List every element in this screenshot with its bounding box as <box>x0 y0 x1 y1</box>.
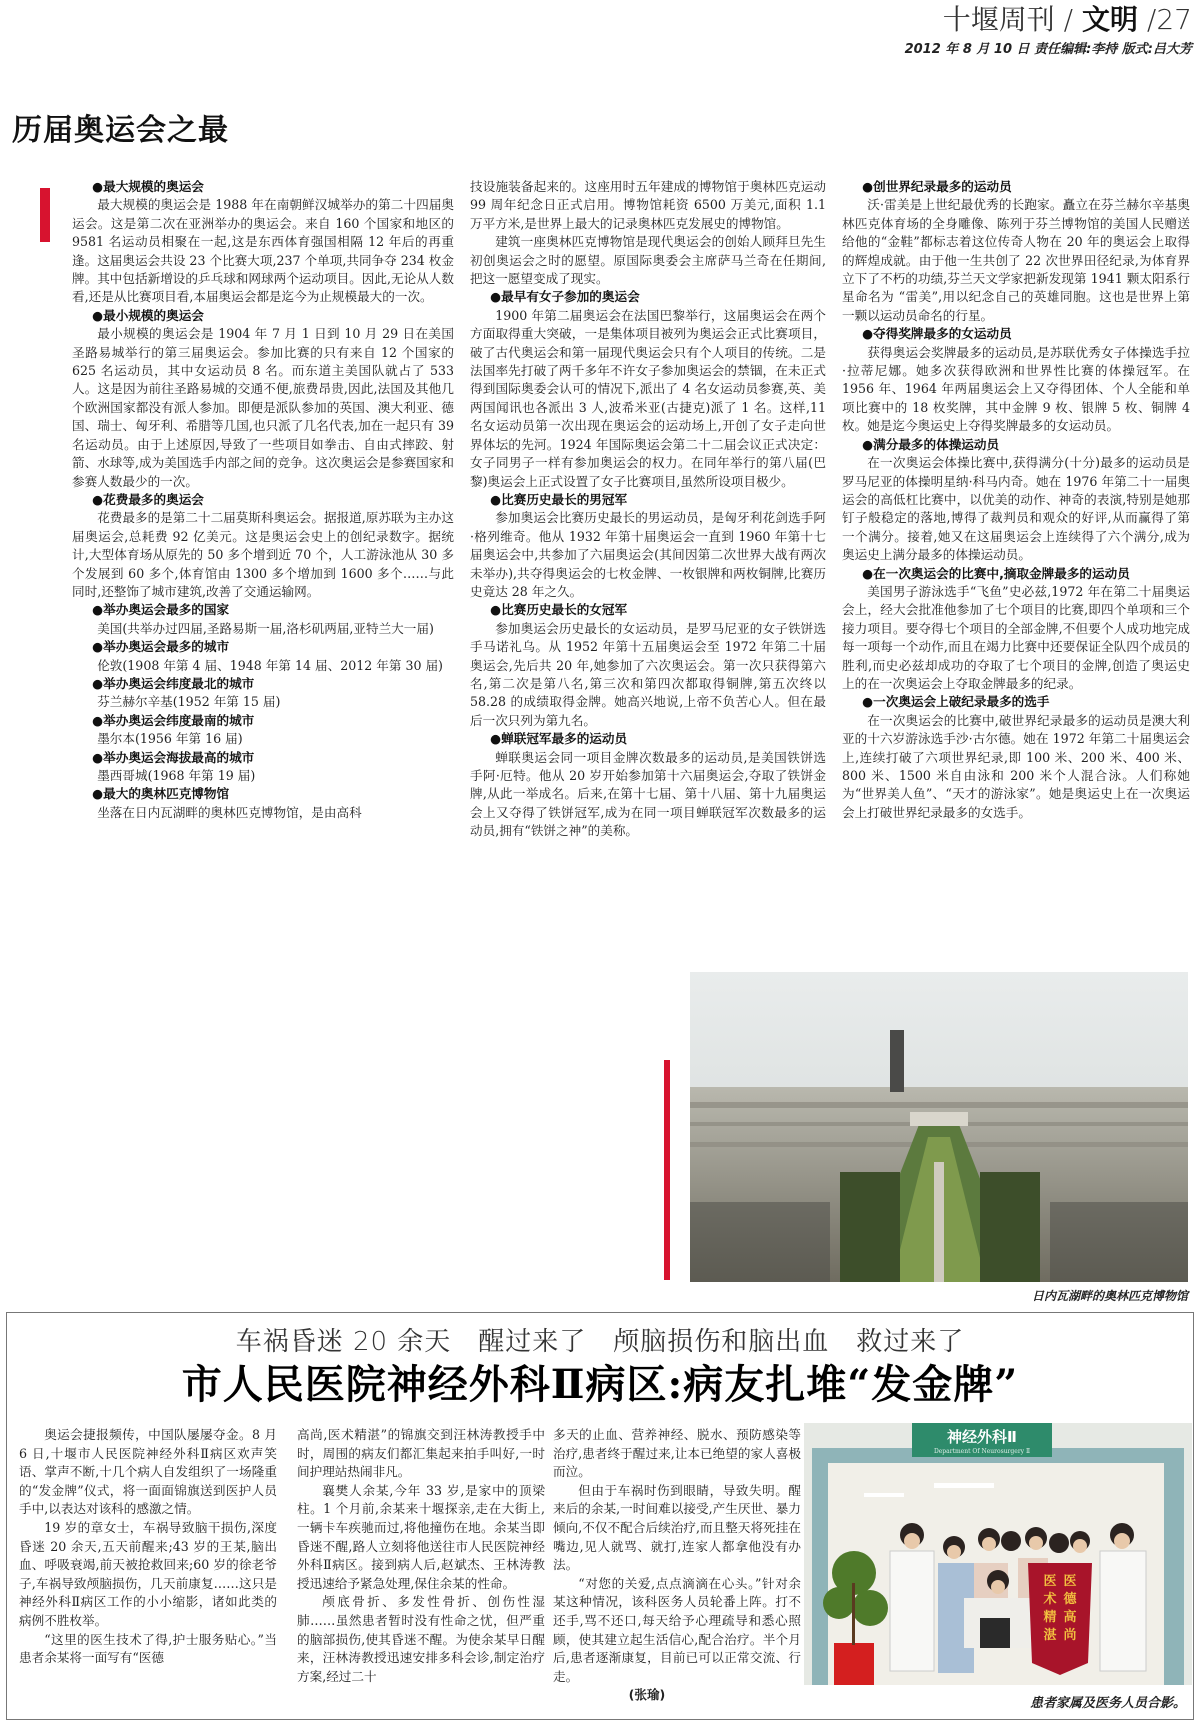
paragraph: 墨西哥城(1968 年第 19 届) <box>97 768 256 783</box>
hospital-column-3 <box>553 1426 801 1705</box>
article-subhead: 车祸昏迷 20 余天 醒过来了 颅脑损伤和脑出血 救过来了 <box>235 1327 965 1357</box>
paragraph: 美国(共举办过四届,圣路易斯一届,洛杉矶两届,亚特兰大一届) <box>97 620 434 636</box>
paragraph: 获得奥运会奖牌最多的运动员,是苏联优秀女子体操选手拉·拉蒂尼娜。她多次获得欧洲和世界性比赛的体操冠军。在 1956 年、1964 年两届奥运会上又夺得团体、个人全能和单项比赛中的 18 枚奖牌，其中金牌 9 枚、银牌 5 枚、铜牌 4 枚。她是迄今奥运史上夺得奖牌最多的女运动员。 <box>842 344 1190 434</box>
paragraph: 蝉联奥运会同一项目金牌次数最多的运动员,是美国铁饼选手阿·厄特。他从 20 岁开始参加第十六届奥运会,夺取了铁饼金牌,从此一举成名。后来,在第十七届、第十八届、第十九届奥运会上又夺得了铁饼冠军,成为在同一项目蝉联冠军次数最多的运动员,拥有“铁饼之神”的美称。 <box>470 749 826 839</box>
paragraph: “对您的关爱,点点滴滴在心头。”针对余某这种情况，该科医务人员轮番上阵。打不还手,骂不还口,每天给予心理疏导和悉心照顾，使其建立起生活信心,配合治疗。半个月后,患者逐渐康复，目前已可以正常交流、行走。 <box>553 1575 801 1684</box>
paragraph: 颅底骨折、多发性骨折、创伤性湿肺……虽然患者暂时没有性命之忧，但严重的脑部损伤,使其昏迷不醒。为使余某早日醒来，汪林涛教授迅速安排多科会诊,制定治疗方案,经过二十 <box>297 1594 545 1684</box>
separator: / <box>1054 3 1083 36</box>
article-column-1 <box>72 178 454 822</box>
banner-text: 医德高尚医术精湛 <box>1043 1574 1077 1643</box>
hospital-column-1 <box>19 1426 277 1668</box>
masthead <box>905 4 1192 57</box>
paragraph: 伦敦(1908 年第 4 届、1948 年第 14 届、2012 年第 30 届) <box>97 657 443 673</box>
paragraph: 1900 年第二届奥运会在法国巴黎举行，这届奥运会在两个方面取得重大突破，一是集体项目被列为奥运会正式比赛项目，破了古代奥运会和第一届现代奥运会只有个人项目的传统。二是法国率先打破了两千多年不许女子参加奥运会的禁锢，在未正式得到国际奥委会认可的情况下,派出了 4 名女运动员参赛,英、美两国闻讯也各派出 3 人,波希米亚(古捷克)派了 1 名。这样,11 名女运动员第一次出现在奥运会的运动场上,开创了女子走向世界体坛的先河。1924 年国际奥运会第二十二届会议正式决定：女子同男子一样有参加奥运会的权力。在同年举行的第八届(巴黎)奥运会上正式设置了女子比赛项目,虽然所设项目极少。 <box>470 307 826 489</box>
subheading: ●满分最多的体操运动员 <box>862 436 1000 452</box>
subheading: ●最大规模的奥运会 <box>92 179 204 194</box>
paragraph: 沃·雷美是上世纪最优秀的长跑家。矗立在芬兰赫尔辛基奥林匹克体育场的全身雕像、陈列于芬兰博物馆的美国人民赠送给他的“金鞋”都标志着这位传奇人物在 20 年的奥运会上取得的辉煌成就。由于他一生共创了 22 次世界田径纪录,为体育界立下了不朽的功绩,芬兰天文学家把新发现第 1941 颗太阳系行星命名为 “雷美”,用以纪念自己的英雄同胞。这也是世界上第一颗以运动员命名的行星。 <box>842 197 1190 323</box>
paragraph: 建筑一座奥林匹克博物馆是现代奥运会的创始人顾拜旦先生初创奥运会之时的愿望。原国际奥委会主席萨马兰奇在任期间,把这一愿望变成了现实。 <box>470 234 826 287</box>
accent-bar <box>40 188 50 242</box>
paragraph: 参加奥运会历史最长的女运动员，是罗马尼亚的女子铁饼选手马诺礼乌。从 1952 年第十五届奥运会至 1972 年第二十届奥运会,先后共 20 年,她参加了六次奥运会。第一次只获得第六名,第二次是第八名,第三次和第四次都取得铜牌,第五次终以 58.28 的成绩取得金牌。她高兴地说,上帝不负苦心人。但在最后一次只列为第九名。 <box>470 620 826 728</box>
city-aerial-image <box>690 972 1188 1282</box>
paragraph: 美国男子游泳选手“飞鱼”史必兹,1972 年在第二十届奥运会上，经大会批准他参加了七个项目的比赛,即四个单项和三个接力项目。要夺得七个项目的全部金牌,不但要个人成功地完成每一项每一个动作,而且在竭力比赛中还要保证全队四个成员的胜利,而史必兹却成功的夺取了七个项目的金牌,创造了奥运史上的在一次奥运会上夺取金牌最多的纪录。 <box>842 583 1190 691</box>
page-number: /27 <box>1138 3 1192 36</box>
hospital-column-2 <box>297 1426 545 1686</box>
subheading: ●举办奥运会最多的城市 <box>92 639 230 655</box>
article-headline: 市人民医院神经外科Ⅱ病区:病友扎堆“发金牌” <box>181 1361 1019 1408</box>
hospital-group-photo <box>804 1423 1192 1685</box>
paragraph: 芬兰赫尔辛基(1952 年第 15 届) <box>97 694 281 710</box>
paragraph: 参加奥运会比赛历史最长的男运动员，是匈牙利花剑选手阿·格列维奇。他从 1932 年第十届奥运会一直到 1960 年第十七届奥运会中,共参加了六届奥运会(其间因第二次世界大战有两次未举办),共夺得奥运会的七枚金牌、一枚银牌和两枚铜牌,比赛历史竟达 28 年之久。 <box>470 510 826 599</box>
paragraph-continued: 多天的止血、营养神经、脱水、预防感染等治疗,患者终于醒过来,让本已绝望的家人喜极而泣。 <box>553 1427 801 1480</box>
paragraph: 坐落在日内瓦湖畔的奥林匹克博物馆，是由高科 <box>97 804 362 820</box>
masthead-title <box>905 4 1192 36</box>
subheading: ●举办奥运会纬度最南的城市 <box>92 712 255 728</box>
paper-name: 十堰周刊 <box>942 3 1055 36</box>
group-photo-image <box>804 1423 1192 1685</box>
subheading: ●举办奥运会最多的国家 <box>92 602 230 618</box>
paragraph: 最小规模的奥运会是 1904 年 7 月 1 日到 10 月 29 日在美国圣路易城举行的第三届奥运会。参加比赛的只有来自 12 个国家的 625 名运动员，其中女运动员 8 名。而东道主美国队就占了 533 人。这是因为前往圣路易城的交通不便,旅费昂贵,因此,法国及其他几个欧洲国家都没有派人参加。即便是派队参加的英国、澳大利亚、德国、瑞士、匈牙利、希腊等几国,也只派了几名代表,加在一起只有 39 名运动员。由于上述原因,导致了一些项目如拳击、自由式摔跤、射箭、水球等,成为美国选手内部之间的竞争。这次奥运会是参赛国家和参赛人数最少的一次。 <box>72 326 454 489</box>
subheading: ●花费最多的奥运会 <box>92 491 204 507</box>
article-title: 历届奥运会之最 <box>12 113 229 148</box>
subheading: ●比赛历史最长的男冠军 <box>490 491 628 507</box>
paragraph: 奥运会捷报频传，中国队屡屡夺金。8 月 6 日,十堰市人民医院神经外科Ⅱ病区欢声笑语、掌声不断,十几个病人自发组织了一场隆重的“发金牌”仪式，将一面面锦旗送到医护人员手中,以表达对该科的感激之情。 <box>19 1427 277 1517</box>
museum-photo <box>690 972 1188 1282</box>
paragraph: 但由于车祸时伤到眼睛，导致失明。醒来后的余某,一时间难以接受,产生厌世、暴力倾向,不仅不配合后续治疗,而且整天将死挂在嘴边,见人就骂、就打,连家人都拿他没有办法。 <box>553 1482 801 1573</box>
paragraph: 19 岁的章女士，车祸导致脑干损伤,深度昏迷 20 余天,五天前醒来;43 岁的王某,脑出血、呼吸衰竭,前天被抢救回来;60 岁的徐老爷子,车祸导致颅脑损伤，几天前康复……这只是神经外科Ⅱ病区工作的小小缩影，诸如此类的病例不胜枚举。 <box>19 1519 277 1628</box>
subheading: ●比赛历史最长的女冠军 <box>490 602 628 618</box>
article-column-3 <box>842 178 1190 822</box>
subheading: ●举办奥运会纬度最北的城市 <box>92 675 255 691</box>
hospital-photo-caption: 患者家属及医务人员合影。 <box>1029 1696 1186 1711</box>
subheading: ●夺得奖牌最多的女运动员 <box>862 326 1012 342</box>
museum-photo-caption: 日内瓦湖畔的奥林匹克博物馆 <box>1031 1289 1188 1303</box>
paragraph: 花费最多的是第二十二届莫斯科奥运会。据报道,原苏联为主办这届奥运会,总耗费 92 亿美元。这是奥运会史上的创纪录数字。据统计,大型体育场从原先的 50 多个增到近 70 个，人工游泳池从 30 多个发展到 60 多个,体育馆由 1300 多个增加到 1600 多个……与此同时,还整饰了城市建筑,改善了交通运输网。 <box>72 510 454 599</box>
paragraph: “这里的医生技术了得,护士服务贴心。”当患者余某将一面写有“医德 <box>19 1631 277 1666</box>
paragraph: 墨尔本(1956 年第 16 届) <box>97 731 243 747</box>
ward-sign-text: 神经外科Ⅱ <box>947 1428 1017 1446</box>
byline: (张瑜) <box>628 1687 666 1703</box>
paragraph: 在一次奥运会体操比赛中,获得满分(十分)最多的运动员是罗马尼亚的体操明星纳·科马内奇。她在 1976 年第二十一届奥运会的高低杠比赛中，以优美的动作、神奇的表演,特别是她那钉子般稳定的落地,博得了裁判员和观众的好评,从而赢得了第一个满分。接着,她又在这届奥运会上连续得了六个满分,成为奥运史上满分最多的体操运动员。 <box>842 455 1190 563</box>
paragraph-continued: 高尚,医术精湛”的锦旗交到汪林涛教授手中时，周围的病友们都汇集起来拍手叫好,一时间护理站热闹非凡。 <box>297 1427 545 1480</box>
subheading: ●最小规模的奥运会 <box>92 307 204 323</box>
paragraph: 最大规模的奥运会是 1988 年在南朝鲜汉城举办的第二十四届奥运会。这是第二次在亚洲举办的奥运会。来自 160 个国家和地区的 9581 名运动员相聚在一起,这是东西体育强国相隔 12 年后的再重逢。这届奥运会共设 23 个比赛大项,237 个单项,共同争夺 234 枚金牌。其中包括新增设的乒乓球和网球两个运动项目。因此,无论从人数看,还是从比赛项目看,本届奥运会都是迄今为止规模最大的一次。 <box>72 197 454 305</box>
section-name: 文明 <box>1082 3 1139 36</box>
subheading: ●最早有女子参加的奥运会 <box>490 289 640 305</box>
subheading: ●创世界纪录最多的运动员 <box>862 179 1012 194</box>
article-column-2 <box>470 178 826 841</box>
ward-sign-english: Department Of Neurosurgery Ⅱ <box>933 1448 1031 1455</box>
dateline: 2012 年 8 月 10 日 责任编辑:李持 版式:吕大芳 <box>904 42 1192 57</box>
subheading: ●一次奥运会上破纪录最多的选手 <box>862 694 1050 710</box>
paragraph: 在一次奥运会的比赛中,破世界纪录最多的运动员是澳大利亚的十六岁游泳选手沙·古尔德。她在 1972 年第二十届奥运会上,连续打破了六项世界纪录,即 100 米、200 米、400 米、800 米、1500 米自由泳和 200 米个人混合泳。人们称她为“世界美人鱼”、“天才的游泳家”。她是奥运史上在一次奥运会上打破世界纪录最多的女选手。 <box>842 712 1190 820</box>
subheading: ●在一次奥运会的比赛中,摘取金牌最多的运动员 <box>862 565 1130 581</box>
subheading: ●举办奥运会海拔最高的城市 <box>92 749 255 765</box>
paragraph: 襄樊人余某,今年 33 岁,是家中的顶梁柱。1 个月前,余某来十堰探亲,走在大街上,一辆卡车疾驰而过,将他撞伤在地。余某当即昏迷不醒,路人立刻将他送往市人民医院神经外科Ⅱ病区。接到病人后,赵斌杰、王林涛教授迅速给予紧急处理,保住余某的性命。 <box>297 1482 545 1591</box>
accent-bar-2 <box>664 1060 670 1280</box>
subheading: ●最大的奥林匹克博物馆 <box>92 786 230 802</box>
silk-banner <box>1028 1563 1092 1675</box>
subheading: ●蝉联冠军最多的运动员 <box>490 731 628 747</box>
paragraph-continued: 技设施装备起来的。这座用时五年建成的博物馆于奥林匹克运动 99 周年纪念日正式启用。博物馆耗资 6500 万美元,面积 1.1 万平方米,是世界上最大的记录奥林匹克发展史的博物馆。 <box>470 179 826 231</box>
